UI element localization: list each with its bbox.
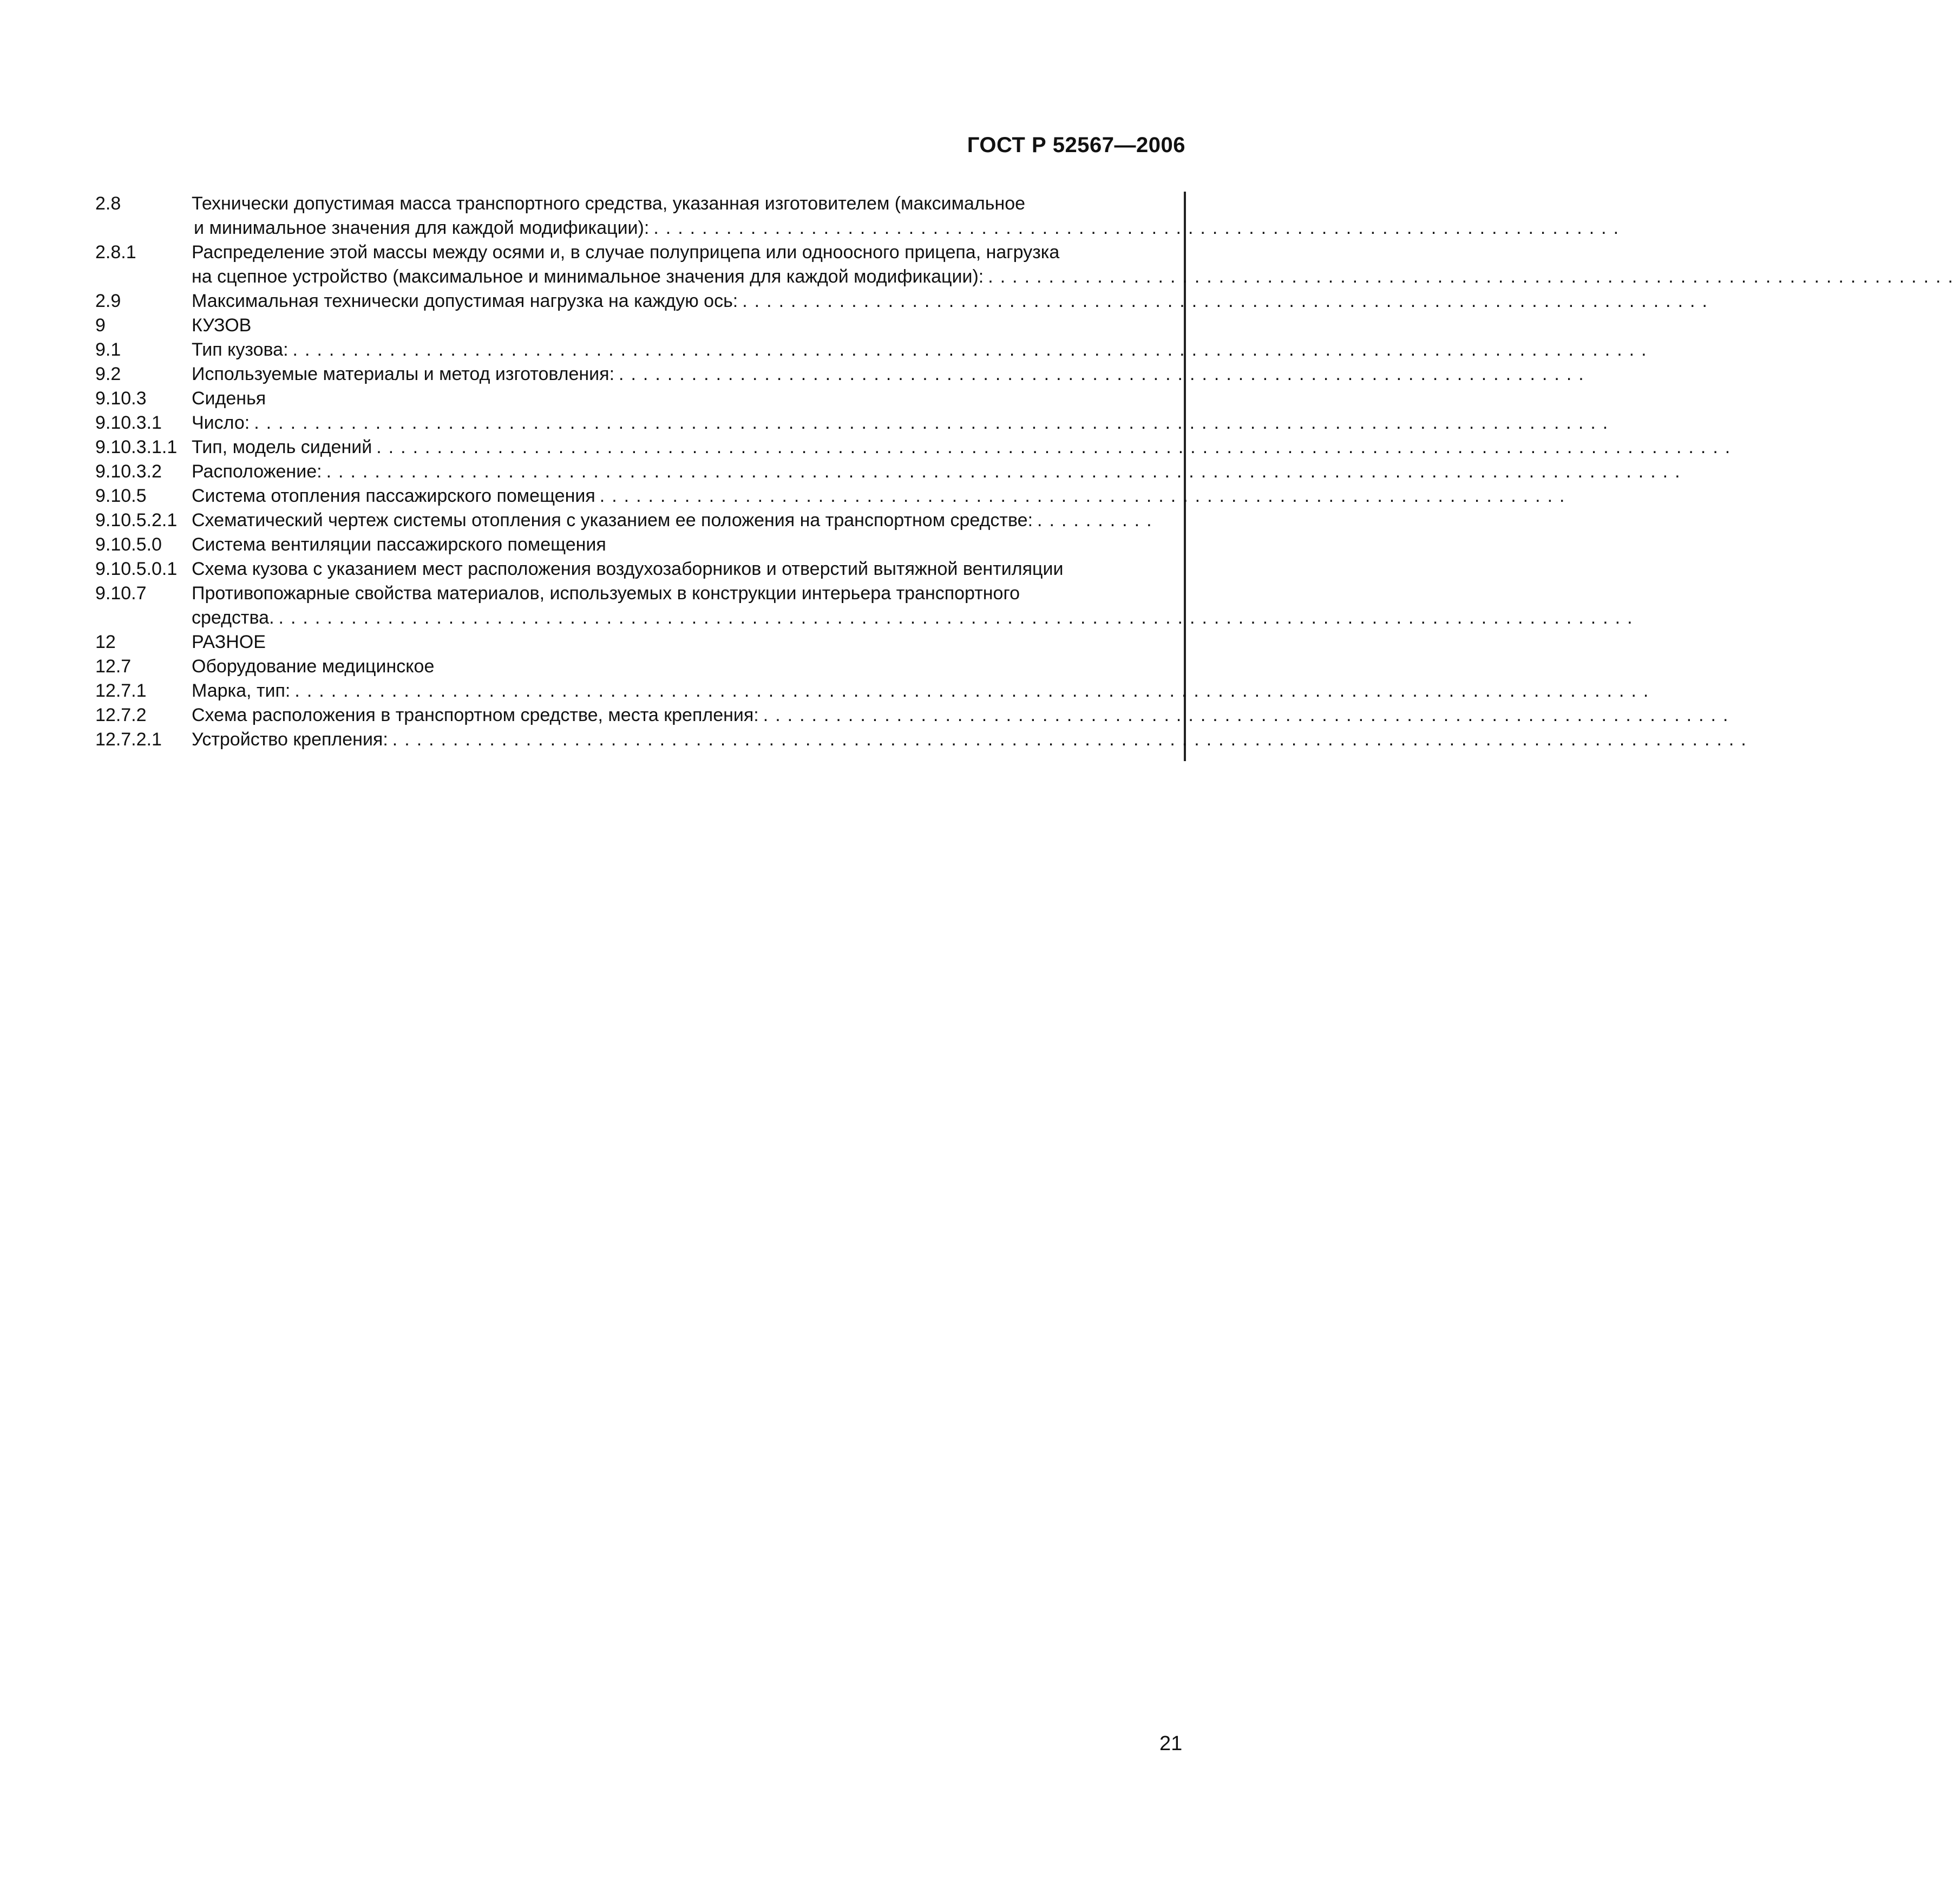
entry-text: Система вентиляции пассажирского помещения bbox=[192, 533, 611, 557]
list-item bbox=[95, 435, 1738, 460]
entry-number: 2.9 bbox=[95, 291, 121, 311]
dot-leader: ................................................................................................................ bbox=[376, 437, 1738, 457]
entry-number: 12 bbox=[95, 632, 116, 652]
list-item bbox=[95, 387, 1156, 411]
entry-text: Число: bbox=[192, 411, 254, 435]
entry-text: Тип кузова: bbox=[192, 338, 293, 362]
list-item bbox=[95, 728, 1753, 752]
list-item bbox=[95, 484, 1572, 508]
entry-text: Используемые материалы и метод изготовления: bbox=[192, 362, 619, 387]
entry-text: Оборудование медицинское bbox=[192, 654, 438, 679]
list-item bbox=[95, 557, 1156, 581]
dot-leader: ................................................................................................................ bbox=[278, 607, 1640, 628]
list-item bbox=[95, 192, 1626, 240]
dot-leader: ................................................................................................................ bbox=[294, 680, 1656, 701]
list-item bbox=[95, 533, 1156, 557]
dot-leader: ................................................................................................................ bbox=[254, 412, 1615, 433]
section-heading: КУЗОВ bbox=[192, 313, 255, 338]
entry-number: 9.10.5.0 bbox=[95, 534, 162, 555]
list-item bbox=[95, 654, 1156, 679]
entry-text: Схема кузова с указанием мест расположения воздухозаборников и отверстий вытяжной вентиляции bbox=[192, 557, 1067, 581]
entry-number: 2.8.1 bbox=[95, 242, 136, 263]
entry-text: Схема расположения в транспортном средстве, места крепления: bbox=[192, 703, 763, 728]
entry-number: 9.10.5.0.1 bbox=[95, 559, 178, 579]
list-item bbox=[95, 581, 1640, 630]
dot-leader: ................................................................................................................ bbox=[392, 729, 1753, 750]
entry-text: Система отопления пассажирского помещения bbox=[192, 484, 600, 508]
entry-number: 9.10.3.2 bbox=[95, 461, 162, 482]
page-number: 21 bbox=[1159, 1732, 1183, 1755]
entry-number: 12.7.2.1 bbox=[95, 729, 162, 750]
list-item bbox=[95, 630, 1156, 654]
dot-leader: ................................................................................................................ bbox=[292, 339, 1654, 360]
list-item bbox=[95, 313, 1156, 338]
entry-text: Схематический чертеж системы отопления с указанием ее положения на транспортном средстве: bbox=[192, 508, 1037, 533]
dot-leader: ................................................................................ bbox=[653, 218, 1626, 238]
dot-leader: ................................................................................................................ bbox=[326, 461, 1687, 482]
entry-number: 9.1 bbox=[95, 339, 121, 360]
list-item bbox=[95, 289, 1714, 313]
dot-leader: ................................................................................ bbox=[742, 291, 1714, 311]
form-entries-list bbox=[95, 192, 1960, 752]
list-item bbox=[95, 703, 1735, 728]
entry-number: 12.7.1 bbox=[95, 680, 147, 701]
entry-text: Противопожарные свойства материалов, используемых в конструкции интерьера транспортного bbox=[192, 581, 1024, 606]
dot-leader: ................................................................................ bbox=[988, 266, 1960, 287]
entry-text: Марка, тип: bbox=[192, 679, 294, 703]
list-item bbox=[95, 460, 1687, 484]
entry-number: 9.10.3.1.1 bbox=[95, 437, 178, 457]
list-item bbox=[95, 240, 1960, 289]
entry-text-continued: на сцепное устройство (максимальное и минимальное значения для каждой модификации): bbox=[192, 265, 988, 289]
document-code: ГОСТ Р 52567—2006 bbox=[967, 133, 1185, 157]
entry-number: 2.8 bbox=[95, 193, 121, 214]
entry-text: Расположение: bbox=[192, 460, 326, 484]
entry-number: 9.10.7 bbox=[95, 583, 147, 604]
entry-text: Тип, модель сидений bbox=[192, 435, 376, 460]
dot-leader: ................................................................................ bbox=[599, 486, 1572, 506]
dot-leader: ................................................................................ bbox=[763, 705, 1735, 725]
entry-text: Устройство крепления: bbox=[192, 728, 392, 752]
section-heading: РАЗНОЕ bbox=[192, 630, 270, 654]
list-item bbox=[95, 362, 1591, 387]
entry-number: 12.7 bbox=[95, 656, 132, 677]
list-item bbox=[95, 411, 1615, 435]
entry-text-continued: средства. bbox=[192, 606, 279, 630]
entry-number: 9.10.5.2.1 bbox=[95, 510, 178, 531]
list-item bbox=[95, 508, 1159, 533]
entry-number: 9 bbox=[95, 315, 106, 336]
entry-number: 9.2 bbox=[95, 364, 121, 384]
list-item bbox=[95, 338, 1654, 362]
entry-text: Максимальная технически допустимая нагрузка на каждую ось: bbox=[192, 289, 742, 313]
entry-text: Сиденья bbox=[192, 387, 270, 411]
entry-number: 9.10.3 bbox=[95, 388, 147, 409]
entry-number: 12.7.2 bbox=[95, 705, 147, 725]
entry-text: Распределение этой массы между осями и, в случае полуприцепа или одноосного прицепа, нагрузка bbox=[192, 240, 1064, 265]
entry-text-continued: и минимальное значения для каждой модификации): bbox=[194, 216, 653, 240]
dot-leader: .......... bbox=[1037, 510, 1159, 531]
entry-number: 9.10.3.1 bbox=[95, 412, 162, 433]
entry-number: 9.10.5 bbox=[95, 486, 147, 506]
dot-leader: ................................................................................ bbox=[619, 364, 1591, 384]
list-item bbox=[95, 679, 1656, 703]
entry-text: Технически допустимая масса транспортного средства, указанная изготовителем (максимальное bbox=[192, 192, 1030, 216]
